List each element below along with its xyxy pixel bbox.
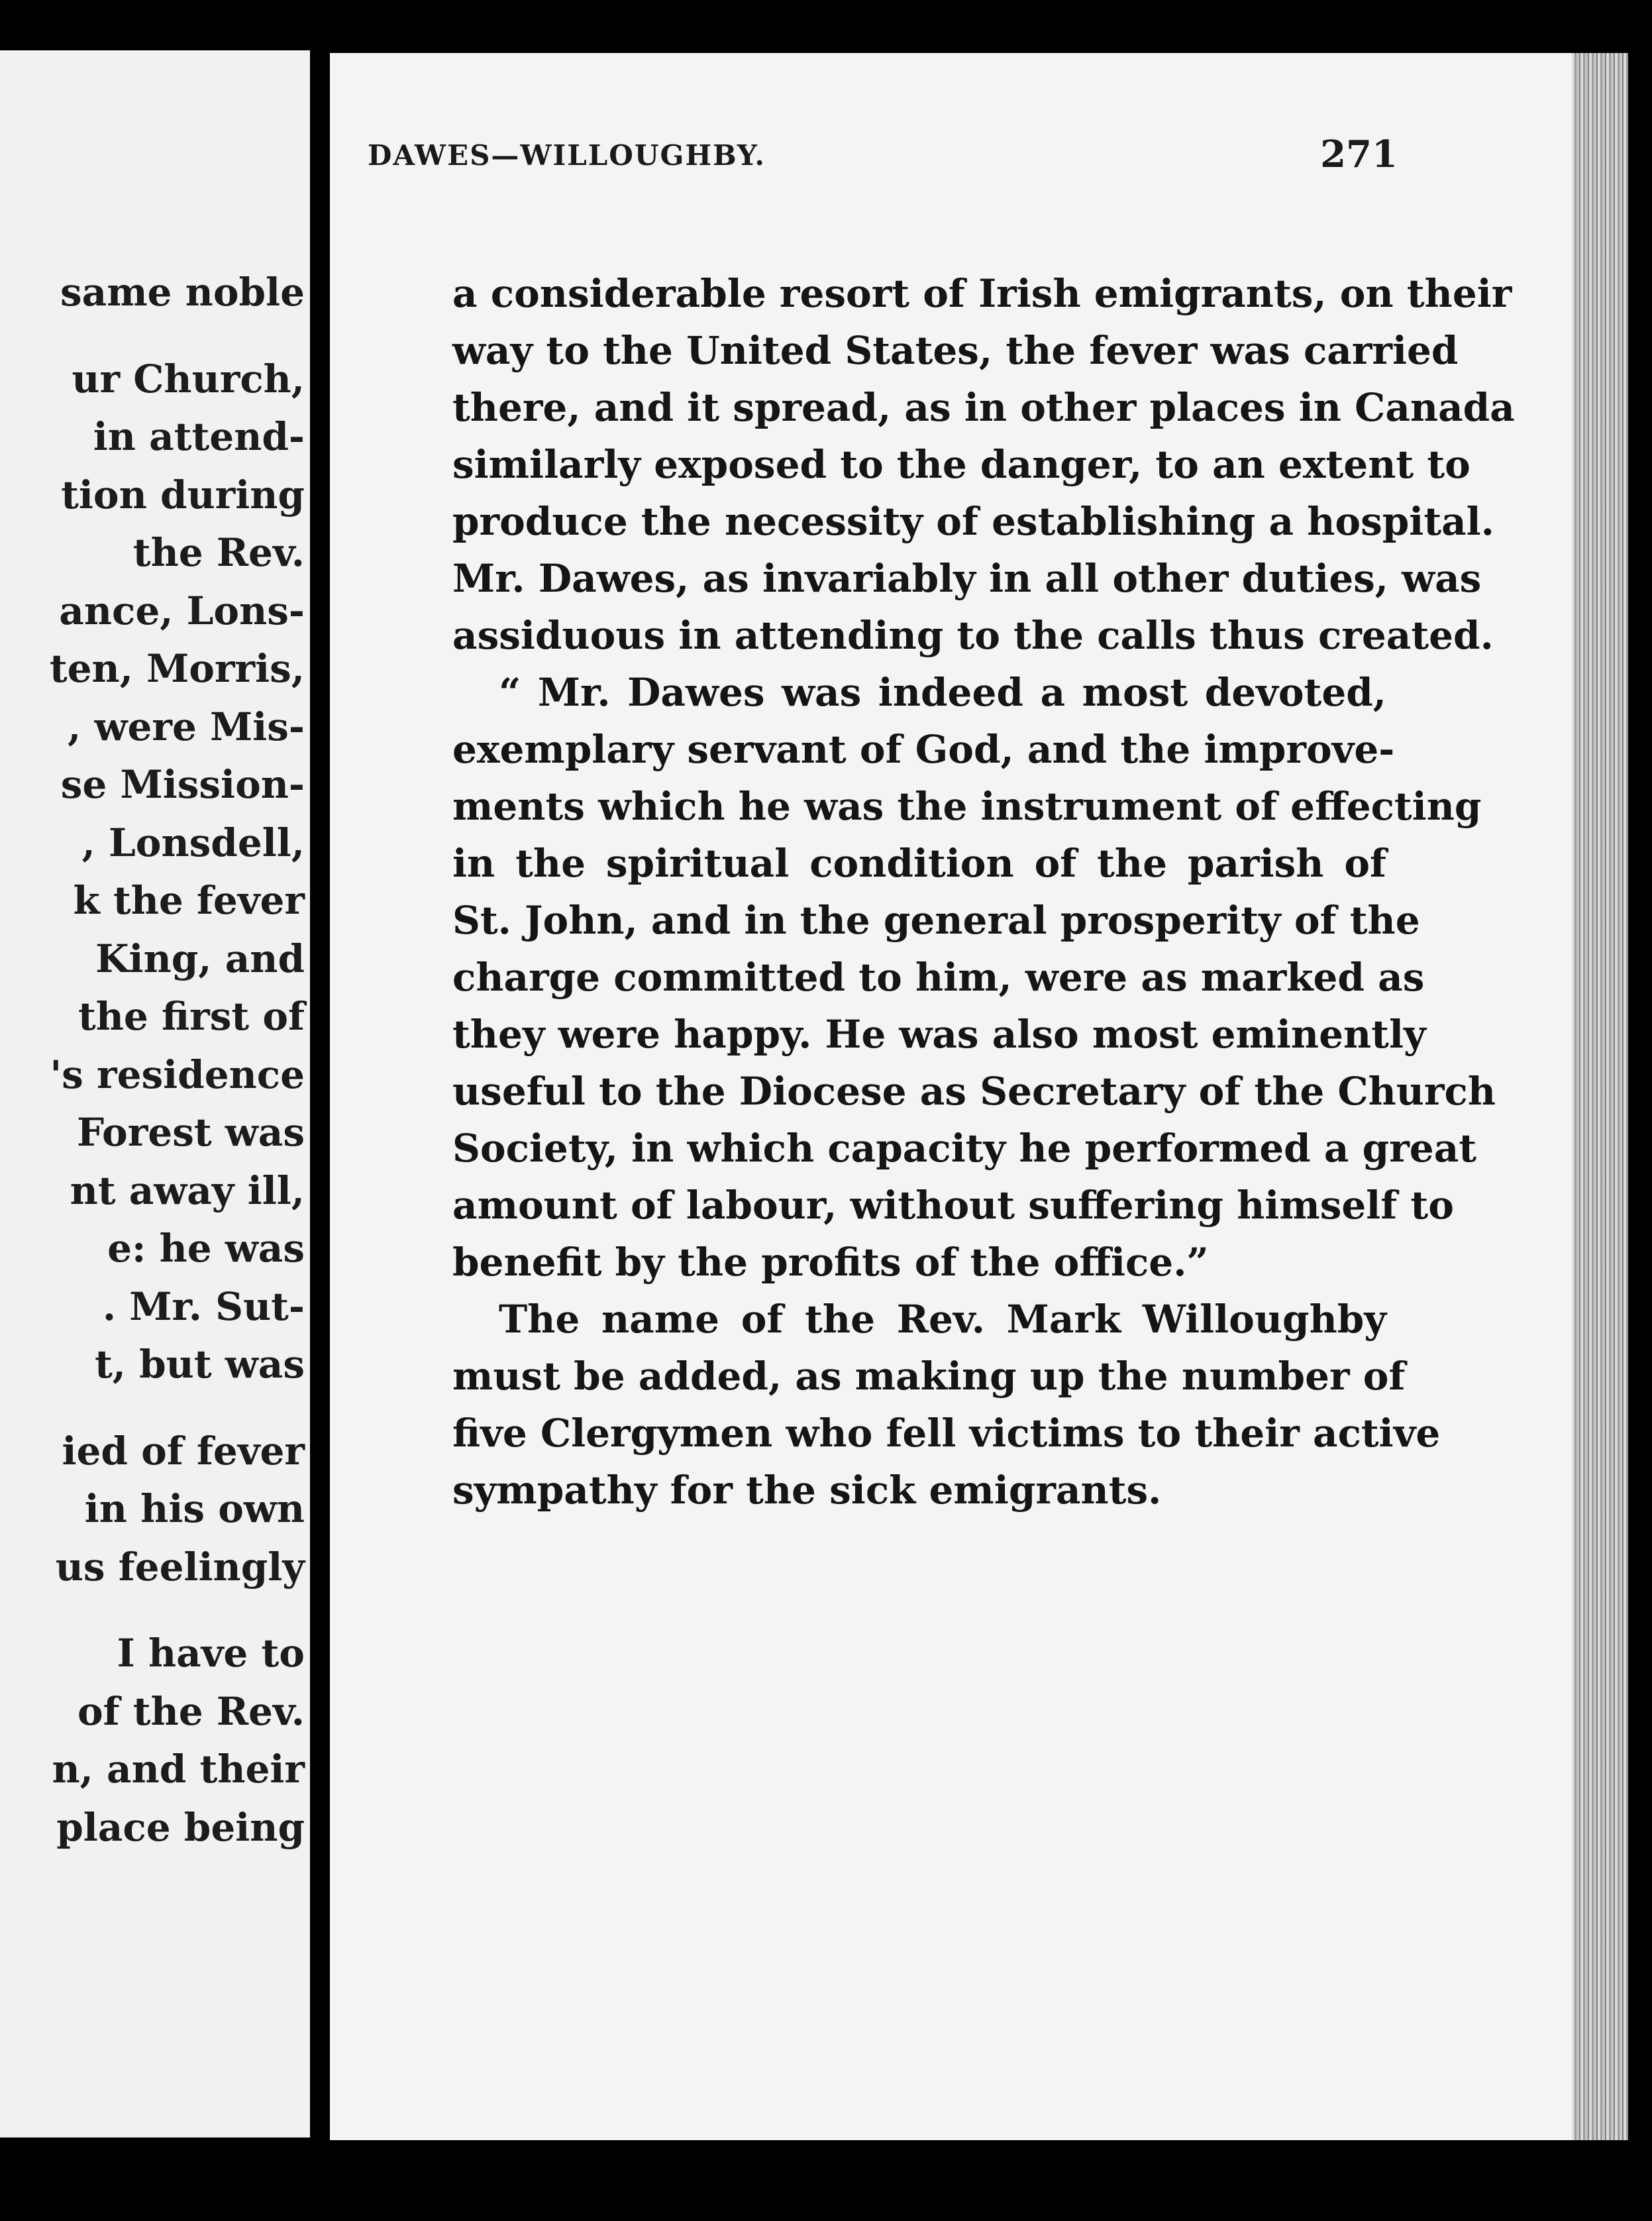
text-line: 's residence xyxy=(50,1052,305,1097)
text-line: ten, Morris, xyxy=(49,646,305,691)
text-line: benefit by the profits of the office.” xyxy=(452,1240,1209,1285)
paragraph xyxy=(452,1291,1441,1519)
text-line: , Lonsdell, xyxy=(81,820,305,865)
text-line: sympathy for the sick emigrants. xyxy=(452,1468,1162,1513)
text-line: ance, Lons- xyxy=(59,588,305,633)
text-line: . Mr. Sut- xyxy=(102,1283,305,1329)
text-line: Forest was xyxy=(77,1110,305,1155)
text-line: se Mission- xyxy=(60,762,305,807)
text-line: exemplary servant of God, and the improve- xyxy=(452,727,1395,772)
text-line: t, but was xyxy=(94,1342,305,1387)
text-line: five Clergymen who fell victims to their active xyxy=(452,1411,1441,1456)
text-line: similarly exposed to the danger, to an extent to xyxy=(452,442,1471,487)
text-line: must be added, as making up the number of xyxy=(452,1354,1406,1399)
text-line: ur Church, xyxy=(72,356,305,402)
text-line: ments which he was the instrument of effecting xyxy=(452,784,1482,829)
text-line: in his own xyxy=(84,1486,305,1531)
text-line: I have to xyxy=(117,1631,305,1676)
text-line: in the spiritual condition of the parish of xyxy=(452,841,1386,886)
text-line: of the Rev. xyxy=(77,1688,305,1734)
text-line: the Rev. xyxy=(132,530,305,575)
text-line: charge committed to him, were as marked as xyxy=(452,955,1425,1000)
text-line: The name of the Rev. Mark Willoughby xyxy=(499,1297,1386,1342)
text-line: place being xyxy=(56,1804,305,1850)
text-line: King, and xyxy=(95,936,305,981)
text-line: assiduous in attending to the calls thus created. xyxy=(452,613,1494,658)
text-line: way to the United States, the fever was carried xyxy=(452,328,1459,373)
line-gap xyxy=(0,1394,305,1423)
text-line: in attend- xyxy=(93,414,305,459)
text-line: a considerable resort of Irish emigrants, on their xyxy=(452,271,1512,316)
text-line: there, and it spread, as in other places in Canada xyxy=(452,385,1515,430)
text-line: nt away ill, xyxy=(70,1167,305,1213)
text-line: produce the necessity of establishing a hospital. xyxy=(452,499,1494,544)
text-line: Society, in which capacity he performed a great xyxy=(452,1126,1477,1171)
text-line: tion during xyxy=(61,472,305,517)
text-line: , were Mis- xyxy=(68,704,305,749)
text-line: e: he was xyxy=(107,1226,305,1271)
text-line: us feelingly xyxy=(55,1544,305,1590)
text-line: ied of fever xyxy=(62,1428,305,1474)
left-page-text xyxy=(0,264,305,1857)
text-line: “ Mr. Dawes was indeed a most devoted, xyxy=(499,670,1386,715)
text-line: they were happy. He was also most eminently xyxy=(452,1012,1426,1057)
text-line: n, and their xyxy=(52,1747,305,1792)
line-gap xyxy=(0,1596,305,1625)
paragraph xyxy=(452,664,1496,1291)
page-edge xyxy=(1572,53,1628,2140)
running-head-title: DAWES—WILLOUGHBY. xyxy=(368,139,766,172)
text-line: same noble xyxy=(60,270,305,315)
text-line: k the fever xyxy=(73,878,305,923)
text-line: useful to the Diocese as Secretary of the Church xyxy=(452,1069,1496,1114)
text-line: amount of labour, without suffering himself to xyxy=(452,1183,1454,1228)
running-head xyxy=(368,133,1398,199)
page-number: 271 xyxy=(1320,133,1398,176)
paragraph xyxy=(452,265,1515,664)
text-line: the first of xyxy=(77,994,305,1039)
body-text xyxy=(452,265,1515,1519)
text-line: Mr. Dawes, as invariably in all other duties, was xyxy=(452,556,1482,601)
line-gap xyxy=(0,322,305,351)
text-line: St. John, and in the general prosperity of the xyxy=(452,898,1420,943)
left-page xyxy=(0,50,310,2138)
